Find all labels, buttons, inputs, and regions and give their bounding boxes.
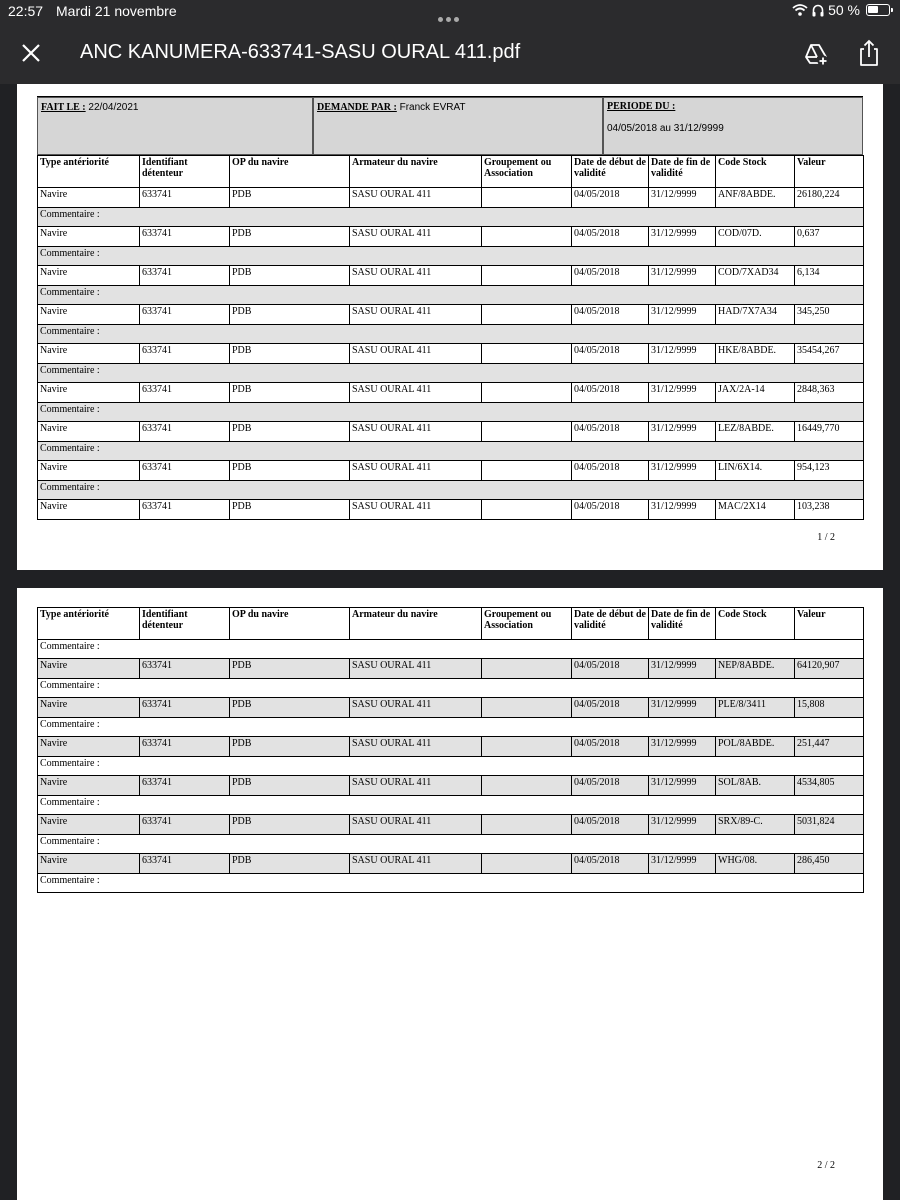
cell-groupement [482, 344, 572, 364]
demande-par-cell [313, 97, 603, 155]
table-row [38, 305, 864, 325]
periode-cell [603, 97, 863, 155]
battery-icon [866, 4, 890, 16]
cell-identifiant: 633741 [140, 383, 230, 403]
cell-code-stock: COD/07D. [716, 227, 795, 247]
cell-groupement [482, 500, 572, 520]
cell-date-debut: 04/05/2018 [572, 776, 649, 796]
cell-date-fin: 31/12/9999 [649, 500, 716, 520]
cell-armateur: SASU OURAL 411 [350, 854, 482, 874]
cell-valeur: 2848,363 [795, 383, 864, 403]
comment-label: Commentaire : [38, 208, 864, 227]
comment-row [38, 835, 864, 854]
cell-op: PDB [230, 461, 350, 481]
comment-label: Commentaire : [38, 640, 864, 659]
cell-armateur: SASU OURAL 411 [350, 698, 482, 718]
cell-identifiant: 633741 [140, 422, 230, 442]
cell-armateur: SASU OURAL 411 [350, 737, 482, 757]
cell-code-stock: ANF/8ABDE. [716, 188, 795, 208]
cell-groupement [482, 854, 572, 874]
cell-date-fin: 31/12/9999 [649, 188, 716, 208]
table-row [38, 500, 864, 520]
col-date-debut: Date de début de validité [572, 156, 649, 188]
cell-date-debut: 04/05/2018 [572, 698, 649, 718]
cell-type: Navire [38, 659, 140, 679]
cell-date-fin: 31/12/9999 [649, 461, 716, 481]
periode-label: PERIODE DU : [607, 101, 676, 112]
cell-date-debut: 04/05/2018 [572, 383, 649, 403]
table-row [38, 266, 864, 286]
cell-groupement [482, 659, 572, 679]
col-identifiant: Identifiant détenteur [140, 156, 230, 188]
comment-row [38, 679, 864, 698]
cell-valeur: 6,134 [795, 266, 864, 286]
cell-op: PDB [230, 383, 350, 403]
cell-code-stock: MAC/2X14 [716, 500, 795, 520]
cell-date-fin: 31/12/9999 [649, 305, 716, 325]
cell-op: PDB [230, 422, 350, 442]
cell-identifiant: 633741 [140, 188, 230, 208]
cell-type: Navire [38, 737, 140, 757]
cell-op: PDB [230, 698, 350, 718]
cell-date-fin: 31/12/9999 [649, 815, 716, 835]
cell-identifiant: 633741 [140, 815, 230, 835]
status-date: Mardi 21 novembre [56, 3, 177, 19]
cell-identifiant: 633741 [140, 854, 230, 874]
cell-date-fin: 31/12/9999 [649, 227, 716, 247]
cell-groupement [482, 776, 572, 796]
cell-type: Navire [38, 344, 140, 364]
cell-code-stock: LEZ/8ABDE. [716, 422, 795, 442]
cell-type: Navire [38, 305, 140, 325]
cell-armateur: SASU OURAL 411 [350, 659, 482, 679]
col-groupement: Groupement ou Association [482, 608, 572, 640]
col-valeur: Valeur [795, 608, 864, 640]
cell-valeur: 15,808 [795, 698, 864, 718]
cell-armateur: SASU OURAL 411 [350, 266, 482, 286]
cell-code-stock: SOL/8AB. [716, 776, 795, 796]
anteriorite-table-page-1 [37, 155, 864, 520]
cell-groupement [482, 266, 572, 286]
cell-identifiant: 633741 [140, 698, 230, 718]
cell-op: PDB [230, 500, 350, 520]
cell-code-stock: PLE/8/3411 [716, 698, 795, 718]
cell-valeur: 286,450 [795, 854, 864, 874]
comment-row [38, 640, 864, 659]
col-date-fin: Date de fin de validité [649, 156, 716, 188]
cell-valeur: 4534,805 [795, 776, 864, 796]
cell-date-fin: 31/12/9999 [649, 854, 716, 874]
col-op: OP du navire [230, 608, 350, 640]
demande-par-label: DEMANDE PAR : [317, 102, 397, 113]
cell-groupement [482, 422, 572, 442]
cell-code-stock: WHG/08. [716, 854, 795, 874]
cell-date-fin: 31/12/9999 [649, 383, 716, 403]
cell-op: PDB [230, 659, 350, 679]
col-type: Type antériorité [38, 608, 140, 640]
wifi-icon [792, 4, 808, 16]
cell-date-debut: 04/05/2018 [572, 344, 649, 364]
cell-identifiant: 633741 [140, 266, 230, 286]
table-row [38, 422, 864, 442]
cell-date-fin: 31/12/9999 [649, 659, 716, 679]
drive-add-icon[interactable] [802, 40, 830, 68]
fait-le-label: FAIT LE : [41, 102, 86, 113]
comment-row [38, 481, 864, 500]
cell-identifiant: 633741 [140, 344, 230, 364]
cell-code-stock: LIN/6X14. [716, 461, 795, 481]
cell-op: PDB [230, 266, 350, 286]
cell-type: Navire [38, 500, 140, 520]
table-row [38, 383, 864, 403]
comment-label: Commentaire : [38, 796, 864, 815]
cell-date-fin: 31/12/9999 [649, 698, 716, 718]
document-banner [37, 96, 863, 155]
cell-armateur: SASU OURAL 411 [350, 422, 482, 442]
cell-groupement [482, 461, 572, 481]
col-op: OP du navire [230, 156, 350, 188]
table-row [38, 461, 864, 481]
status-time: 22:57 [8, 3, 44, 19]
comment-row [38, 442, 864, 461]
cell-armateur: SASU OURAL 411 [350, 776, 482, 796]
cell-armateur: SASU OURAL 411 [350, 227, 482, 247]
col-date-fin: Date de fin de validité [649, 608, 716, 640]
comment-row [38, 718, 864, 737]
table-row [38, 737, 864, 757]
col-armateur: Armateur du navire [350, 156, 482, 188]
col-type: Type antériorité [38, 156, 140, 188]
cell-date-debut: 04/05/2018 [572, 737, 649, 757]
col-code-stock: Code Stock [716, 156, 795, 188]
headphones-icon [812, 4, 824, 17]
share-icon[interactable] [856, 38, 882, 68]
comment-row [38, 325, 864, 344]
status-indicators [792, 2, 890, 18]
comment-label: Commentaire : [38, 403, 864, 422]
viewer-header [0, 24, 900, 84]
comment-row [38, 403, 864, 422]
cell-valeur: 103,238 [795, 500, 864, 520]
table-row [38, 659, 864, 679]
comment-row [38, 796, 864, 815]
cell-date-debut: 04/05/2018 [572, 854, 649, 874]
cell-type: Navire [38, 461, 140, 481]
cell-op: PDB [230, 854, 350, 874]
table-header-row [38, 156, 864, 188]
comment-row [38, 757, 864, 776]
comment-label: Commentaire : [38, 481, 864, 500]
cell-op: PDB [230, 776, 350, 796]
cell-valeur: 954,123 [795, 461, 864, 481]
col-code-stock: Code Stock [716, 608, 795, 640]
cell-type: Navire [38, 698, 140, 718]
cell-valeur: 26180,224 [795, 188, 864, 208]
cell-op: PDB [230, 188, 350, 208]
cell-groupement [482, 737, 572, 757]
cell-date-debut: 04/05/2018 [572, 305, 649, 325]
cell-type: Navire [38, 227, 140, 247]
fait-le-value: 22/04/2021 [88, 102, 139, 113]
pdf-page-2 [17, 588, 883, 1200]
cell-op: PDB [230, 815, 350, 835]
cell-date-debut: 04/05/2018 [572, 227, 649, 247]
cell-groupement [482, 227, 572, 247]
cell-date-fin: 31/12/9999 [649, 737, 716, 757]
cell-code-stock: HKE/8ABDE. [716, 344, 795, 364]
col-identifiant: Identifiant détenteur [140, 608, 230, 640]
cell-date-debut: 04/05/2018 [572, 815, 649, 835]
cell-op: PDB [230, 344, 350, 364]
cell-code-stock: SRX/89-C. [716, 815, 795, 835]
cell-code-stock: COD/7XAD34 [716, 266, 795, 286]
cell-armateur: SASU OURAL 411 [350, 461, 482, 481]
cell-code-stock: JAX/2A-14 [716, 383, 795, 403]
cell-date-fin: 31/12/9999 [649, 344, 716, 364]
demande-par-value: Franck EVRAT [399, 102, 466, 113]
cell-identifiant: 633741 [140, 461, 230, 481]
table-row [38, 698, 864, 718]
table-row [38, 854, 864, 874]
cell-valeur: 35454,267 [795, 344, 864, 364]
cell-type: Navire [38, 188, 140, 208]
comment-label: Commentaire : [38, 247, 864, 266]
cell-identifiant: 633741 [140, 500, 230, 520]
table-row [38, 227, 864, 247]
cell-valeur: 16449,770 [795, 422, 864, 442]
cell-groupement [482, 383, 572, 403]
cell-identifiant: 633741 [140, 776, 230, 796]
cell-date-debut: 04/05/2018 [572, 500, 649, 520]
cell-valeur: 345,250 [795, 305, 864, 325]
more-dots-icon[interactable] [438, 9, 464, 15]
cell-valeur: 251,447 [795, 737, 864, 757]
comment-label: Commentaire : [38, 286, 864, 305]
cell-date-fin: 31/12/9999 [649, 266, 716, 286]
comment-row [38, 286, 864, 305]
col-date-debut: Date de début de validité [572, 608, 649, 640]
cell-identifiant: 633741 [140, 659, 230, 679]
cell-type: Navire [38, 383, 140, 403]
fait-le-cell [37, 97, 313, 155]
cell-type: Navire [38, 854, 140, 874]
cell-date-debut: 04/05/2018 [572, 461, 649, 481]
cell-armateur: SASU OURAL 411 [350, 383, 482, 403]
pdf-page-1 [17, 84, 883, 570]
cell-date-debut: 04/05/2018 [572, 422, 649, 442]
comment-label: Commentaire : [38, 325, 864, 344]
cell-type: Navire [38, 776, 140, 796]
comment-row [38, 208, 864, 227]
cell-armateur: SASU OURAL 411 [350, 500, 482, 520]
cell-type: Navire [38, 266, 140, 286]
cell-code-stock: NEP/8ABDE. [716, 659, 795, 679]
comment-label: Commentaire : [38, 874, 864, 893]
comment-label: Commentaire : [38, 364, 864, 383]
cell-valeur: 5031,824 [795, 815, 864, 835]
periode-value: 04/05/2018 au 31/12/9999 [607, 123, 724, 134]
cell-valeur: 0,637 [795, 227, 864, 247]
cell-date-debut: 04/05/2018 [572, 188, 649, 208]
cell-groupement [482, 305, 572, 325]
cell-valeur: 64120,907 [795, 659, 864, 679]
cell-op: PDB [230, 305, 350, 325]
comment-row [38, 874, 864, 893]
cell-groupement [482, 815, 572, 835]
cell-type: Navire [38, 815, 140, 835]
col-groupement: Groupement ou Association [482, 156, 572, 188]
cell-armateur: SASU OURAL 411 [350, 344, 482, 364]
cell-code-stock: HAD/7X7A34 [716, 305, 795, 325]
battery-percent: 50 % [828, 2, 860, 18]
comment-label: Commentaire : [38, 835, 864, 854]
col-armateur: Armateur du navire [350, 608, 482, 640]
cell-type: Navire [38, 422, 140, 442]
cell-armateur: SASU OURAL 411 [350, 305, 482, 325]
cell-armateur: SASU OURAL 411 [350, 188, 482, 208]
comment-row [38, 247, 864, 266]
table-row [38, 188, 864, 208]
cell-op: PDB [230, 737, 350, 757]
table-row [38, 776, 864, 796]
cell-op: PDB [230, 227, 350, 247]
cell-date-debut: 04/05/2018 [572, 266, 649, 286]
page-number-1: 1 / 2 [817, 532, 835, 543]
status-bar [0, 0, 900, 24]
cell-identifiant: 633741 [140, 227, 230, 247]
comment-label: Commentaire : [38, 757, 864, 776]
comment-label: Commentaire : [38, 679, 864, 698]
cell-code-stock: POL/8ABDE. [716, 737, 795, 757]
table-header-row [38, 608, 864, 640]
table-row [38, 815, 864, 835]
close-icon[interactable] [18, 40, 44, 66]
page-number-2: 2 / 2 [817, 1160, 835, 1171]
cell-date-fin: 31/12/9999 [649, 422, 716, 442]
cell-groupement [482, 188, 572, 208]
anteriorite-table-page-2 [37, 607, 864, 893]
cell-date-debut: 04/05/2018 [572, 659, 649, 679]
cell-identifiant: 633741 [140, 737, 230, 757]
comment-label: Commentaire : [38, 442, 864, 461]
cell-identifiant: 633741 [140, 305, 230, 325]
cell-armateur: SASU OURAL 411 [350, 815, 482, 835]
cell-date-fin: 31/12/9999 [649, 776, 716, 796]
comment-row [38, 364, 864, 383]
table-row [38, 344, 864, 364]
document-title: ANC KANUMERA-633741-SASU OURAL 411.pdf [80, 41, 521, 63]
cell-groupement [482, 698, 572, 718]
comment-label: Commentaire : [38, 718, 864, 737]
col-valeur: Valeur [795, 156, 864, 188]
